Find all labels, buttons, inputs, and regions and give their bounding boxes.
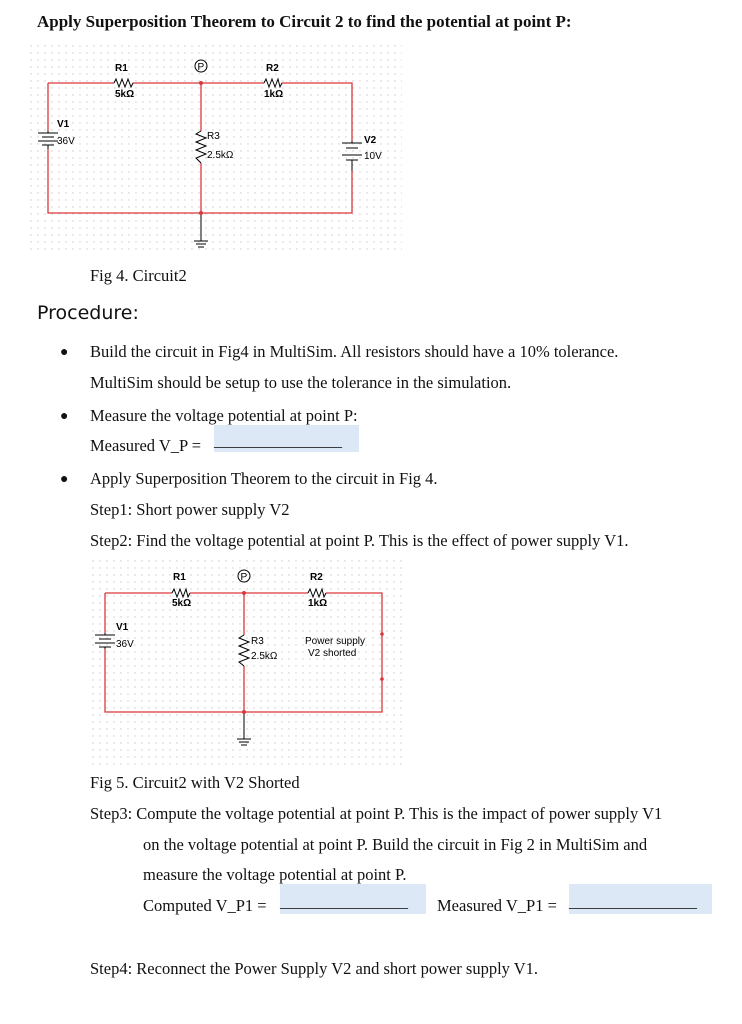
- measured-vp-field[interactable]: [214, 425, 359, 452]
- bullet-dot: ●: [60, 409, 69, 424]
- bullet1-line2: MultiSim should be setup to use the tolerance in the simulation.: [90, 373, 512, 392]
- step1-text: Step1: Short power supply V2: [90, 500, 290, 519]
- fig5-caption: Fig 5. Circuit2 with V2 Shorted: [90, 773, 300, 792]
- fig4-r1-name: R1: [115, 63, 128, 74]
- page-title: Apply Superposition Theorem to Circuit 2 to find the potential at point P:: [37, 12, 572, 31]
- fig4-v1-name: V1: [57, 119, 70, 130]
- computed-vp1-label: Computed V_P1 =: [143, 896, 267, 915]
- fig4-r2-name: R2: [266, 63, 279, 74]
- step3-line2: on the voltage potential at point P. Build the circuit in Fig 2 in MultiSim and: [143, 835, 648, 854]
- fig4-circuit: [30, 45, 402, 255]
- fig4-r1-value: 5kΩ: [115, 89, 135, 100]
- fig5-r1-name: R1: [173, 572, 186, 583]
- fig4-r3-name: R3: [207, 131, 220, 142]
- fig4-r3-value: 2.5kΩ: [207, 150, 234, 161]
- fig5-note-line1: Power supply: [305, 636, 366, 647]
- fig5-circuit: [92, 560, 404, 765]
- fig4-v2-value: 10V: [364, 151, 382, 162]
- measured-vp1-blank: ________________: [569, 894, 697, 911]
- fig4-r2-value: 1kΩ: [264, 89, 284, 100]
- fig5-r2-name: R2: [310, 572, 323, 583]
- measured-vp-label: Measured V_P =: [90, 436, 202, 455]
- fig5-v1-value: 36V: [116, 639, 134, 650]
- step4-text: Step4: Reconnect the Power Supply V2 and short power supply V1.: [90, 959, 539, 978]
- fig5-node-p-label: P: [240, 572, 248, 583]
- computed-vp1-field[interactable]: [280, 884, 426, 914]
- bullet-dot: ●: [60, 345, 69, 360]
- bullet2-line1: Measure the voltage potential at point P:: [90, 406, 358, 425]
- fig4-v2-name: V2: [364, 135, 377, 146]
- step3-line1: Step3: Compute the voltage potential at point P. This is the impact of power supply V1: [90, 804, 663, 823]
- step2-text: Step2: Find the voltage potential at point P. This is the effect of power supply V1.: [90, 531, 629, 550]
- bullet1-line1: Build the circuit in Fig4 in MultiSim. All resistors should have a 10% tolerance.: [90, 342, 619, 361]
- procedure-heading: Procedure:: [37, 302, 139, 324]
- measured-vp1-field[interactable]: [569, 884, 712, 914]
- fig4-node-p-label: P: [197, 62, 205, 73]
- step3-line3: measure the voltage potential at point P.: [143, 865, 407, 884]
- measured-vp-blank: ________________: [214, 433, 342, 450]
- bullet-dot: ●: [60, 472, 69, 487]
- bullet3-line1: Apply Superposition Theorem to the circuit in Fig 4.: [90, 469, 438, 488]
- fig5-r1-value: 5kΩ: [172, 598, 192, 609]
- fig5-r3-name: R3: [251, 636, 264, 647]
- fig5-r3-value: 2.5kΩ: [251, 651, 278, 662]
- computed-vp1-blank: ________________: [280, 894, 408, 911]
- fig4-v1-value: 36V: [57, 136, 75, 147]
- fig5-v1-name: V1: [116, 622, 129, 633]
- fig5-r2-value: 1kΩ: [308, 598, 328, 609]
- fig5-note-line2: V2 shorted: [308, 648, 357, 659]
- fig4-caption: Fig 4. Circuit2: [90, 266, 187, 285]
- measured-vp1-label: Measured V_P1 =: [437, 896, 557, 915]
